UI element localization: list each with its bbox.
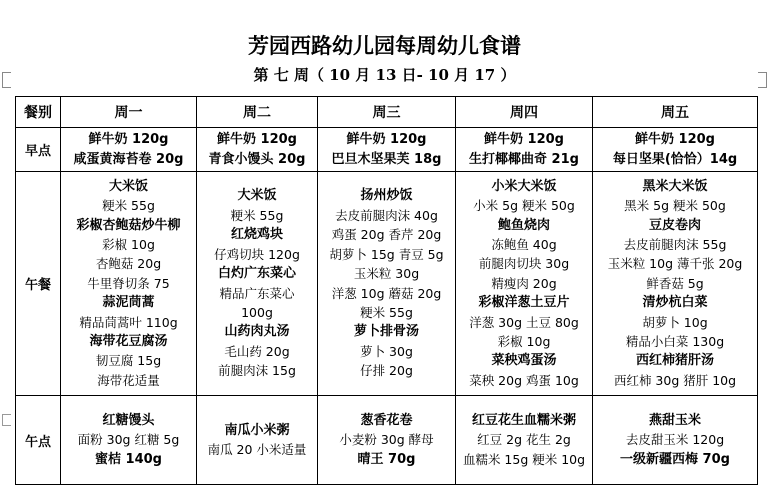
dish-name: 山药肉丸汤 — [224, 324, 290, 340]
header-thursday: 周四 — [456, 97, 593, 128]
dish-name: 巴旦木坚果芙 18g — [331, 151, 442, 167]
dish-name: 蜜桔 140g — [95, 451, 162, 467]
menu-cell-tuesday — [197, 128, 318, 172]
dish-name: 咸蛋黄海苔卷 20g — [73, 151, 184, 167]
ingredient-line: 去皮前腿肉沫 40g — [335, 207, 438, 223]
menu-cell-thursday — [456, 396, 593, 485]
snack-row — [16, 396, 758, 485]
dish-name: 青食小馒头 20g — [208, 151, 306, 167]
ingredient-line: 冻鲍鱼 40g — [491, 236, 557, 252]
dish-name: 一级新疆西梅 70g — [620, 451, 730, 467]
meal-label: 午点 — [16, 396, 61, 485]
ingredient-line: 毛山药 20g — [224, 343, 290, 359]
dish-name: 晴王 70g — [357, 451, 416, 467]
ingredient-line: 西红柿 30g 猪肝 10g — [613, 372, 737, 388]
ingredient-line: 海带花适量 — [97, 372, 160, 388]
dish-name: 鲜牛奶 120g — [346, 132, 427, 148]
dish-name: 海带花豆腐汤 — [89, 334, 168, 350]
ingredient-line: 粳米 55g — [230, 207, 284, 223]
dish-name: 扬州炒饭 — [360, 188, 413, 204]
ingredient-line: 红豆 2g 花生 2g — [477, 432, 571, 448]
ingredient-line: 彩椒 10g — [497, 334, 551, 350]
dish-name: 燕甜玉米 — [648, 412, 701, 428]
header-friday: 周五 — [593, 97, 758, 128]
menu-title: 芳园西路幼儿园每周幼儿食谱 — [248, 33, 521, 58]
menu-cell-monday — [61, 128, 197, 172]
ingredient-line: 鲜香菇 5g — [646, 275, 704, 291]
dish-name: 红豆花生血糯米粥 — [471, 412, 576, 428]
dish-name: 红烧鸡块 — [230, 227, 283, 243]
dish-name: 葱香花卷 — [360, 412, 413, 428]
ingredient-line: 血糯米 15g 粳米 10g — [462, 451, 586, 467]
ingredient-line: 黑米 5g 粳米 50g — [624, 198, 726, 214]
ingredient-line: 小麦粉 30g 酵母 — [339, 432, 434, 448]
dish-name: 鲜牛奶 120g — [484, 132, 564, 148]
ingredient-line: 南瓜 20 小米适量 — [207, 442, 307, 457]
ingredient-line: 粳米 55g — [360, 304, 413, 320]
header-monday: 周一 — [61, 97, 197, 128]
ingredient-line: 胡萝卜 15g 青豆 5g — [329, 246, 444, 262]
ingredient-line: 杏鲍菇 20g — [95, 256, 162, 272]
dish-name: 鲜牛奶 120g — [88, 132, 169, 148]
meal-label: 早点 — [16, 128, 61, 172]
dish-name: 萝卜排骨汤 — [353, 324, 419, 340]
dish-name: 鲜牛奶 120g — [217, 132, 297, 148]
ingredient-line: 去皮前腿肉沫 55g — [623, 236, 727, 252]
menu-cell-wednesday — [318, 128, 456, 172]
page-margin-marker-bottom — [2, 414, 11, 426]
ingredient-line: 精品茼蒿叶 110g — [79, 314, 178, 330]
header-wednesday: 周三 — [318, 97, 456, 128]
header-meal-type: 餐别 — [16, 97, 61, 128]
week-subtitle: 第 七 周（ 10 月 13 日- 10 月 17 ） — [253, 66, 516, 84]
header-tuesday: 周二 — [197, 97, 318, 128]
header-row — [16, 97, 758, 128]
ingredient-line: 前腿肉沫 15g — [218, 363, 296, 379]
lunch-row — [16, 172, 758, 396]
weekly-menu-table — [15, 96, 758, 485]
menu-cell-monday — [61, 396, 197, 485]
ingredient-line: 小米 5g 粳米 50g — [473, 198, 575, 214]
ingredient-line: 粳米 55g — [102, 198, 155, 214]
ingredient-line: 玉米粒 30g — [353, 266, 420, 282]
ingredient-line: 仔排 20g — [360, 363, 413, 379]
dish-name: 白灼广东菜心 — [217, 266, 296, 282]
dish-name: 西红柿猪肝汤 — [635, 353, 714, 369]
dish-name: 彩椒杏鲍菇炒牛柳 — [76, 217, 181, 233]
menu-cell-tuesday — [197, 396, 318, 485]
dish-name: 南瓜小米粥 — [224, 422, 290, 438]
ingredient-line: 面粉 30g 红糖 5g — [77, 432, 180, 448]
menu-cell-tuesday — [197, 172, 318, 396]
dish-name: 鲜牛奶 120g — [635, 132, 715, 148]
meal-label: 午餐 — [16, 172, 61, 396]
dish-name: 大米饭 — [237, 188, 277, 204]
ingredient-line: 韧豆腐 15g — [95, 353, 162, 369]
menu-cell-monday — [61, 172, 197, 396]
ingredient-line: 洋葱 10g 蘑菇 20g — [331, 285, 442, 301]
menu-cell-wednesday — [318, 172, 456, 396]
ingredient-line: 精品小白菜 130g — [625, 334, 725, 350]
menu-cell-thursday — [456, 128, 593, 172]
dish-name: 红糖馒头 — [102, 412, 155, 428]
ingredient-line: 鸡蛋 20g 香芹 20g — [331, 227, 442, 243]
dish-name: 大米饭 — [108, 178, 148, 194]
dish-name: 菜秧鸡蛋汤 — [491, 353, 557, 369]
ingredient-line: 精品广东菜心 — [219, 285, 295, 301]
dish-name: 生打椰椰曲奇 21g — [469, 151, 579, 167]
ingredient-line: 彩椒 10g — [102, 236, 155, 252]
dish-name: 蒜泥茼蒿 — [102, 295, 155, 311]
breakfast-row — [16, 128, 758, 172]
ingredient-line: 仔鸡切块 120g — [214, 246, 300, 262]
dish-name: 黑米大米饭 — [642, 178, 708, 194]
dish-name: 豆皮卷肉 — [648, 217, 701, 233]
ingredient-line: 萝卜 30g — [360, 343, 413, 359]
ingredient-line: 牛里脊切条 75 — [87, 275, 170, 291]
dish-name: 鲍鱼烧肉 — [497, 217, 550, 233]
menu-cell-friday — [593, 396, 758, 485]
ingredient-line: 100g — [241, 304, 273, 320]
menu-cell-wednesday — [318, 396, 456, 485]
dish-name: 每日坚果(恰恰）14g — [612, 151, 738, 167]
menu-cell-thursday — [456, 172, 593, 396]
ingredient-line: 玉米粒 10g 薄千张 20g — [607, 256, 743, 272]
dish-name: 彩椒洋葱土豆片 — [478, 295, 570, 311]
ingredient-line: 去皮甜玉米 120g — [625, 432, 725, 448]
ingredient-line: 精瘦肉 20g — [491, 275, 557, 291]
ingredient-line: 菜秧 20g 鸡蛋 10g — [469, 372, 579, 388]
ingredient-line: 胡萝卜 10g — [642, 314, 708, 330]
menu-cell-friday — [593, 128, 758, 172]
ingredient-line: 前腿肉切块 30g — [478, 256, 570, 272]
dish-name: 清炒杭白菜 — [642, 295, 708, 311]
menu-cell-friday — [593, 172, 758, 396]
ingredient-line: 洋葱 30g 土豆 80g — [469, 314, 579, 330]
dish-name: 小米大米饭 — [491, 178, 557, 194]
